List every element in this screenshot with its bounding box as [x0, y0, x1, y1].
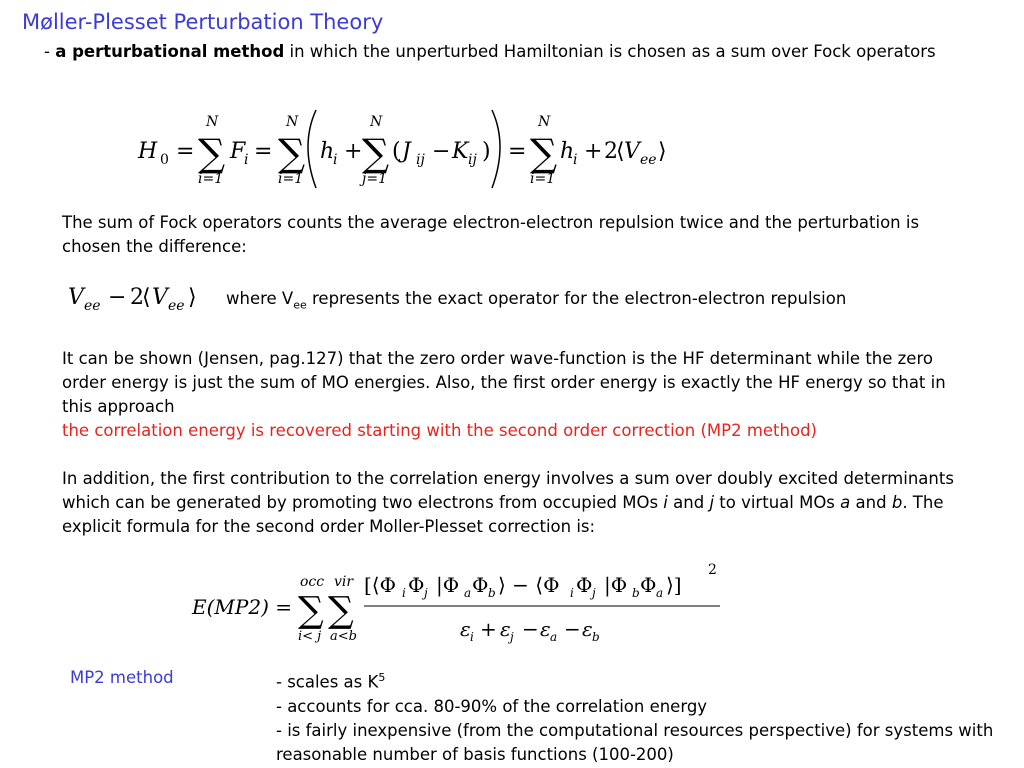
- svg-text:a: a: [656, 586, 664, 600]
- svg-text:0: 0: [160, 152, 169, 168]
- svg-text:[⟨Φ: [⟨Φ: [364, 573, 397, 597]
- svg-text:F: F: [230, 139, 246, 164]
- svg-text:vir: vir: [334, 574, 354, 590]
- mp2-highlight: the correlation energy is recovered starting with the second order correction (MP2 method): [62, 421, 817, 440]
- svg-text:N: N: [538, 114, 551, 130]
- svg-text:Φ: Φ: [640, 573, 657, 597]
- svg-text:i: i: [402, 586, 406, 600]
- svg-text:occ: occ: [300, 574, 325, 590]
- h0-equation: [130, 100, 690, 195]
- subtitle: - a perturbational method in which the unperturbed Hamiltonian is chosen as a sum over Fock operators: [44, 42, 936, 61]
- svg-text:|Φ: |Φ: [604, 573, 628, 597]
- svg-text:=: =: [508, 139, 527, 164]
- svg-text:⟩ − ⟨Φ: ⟩ − ⟨Φ: [498, 573, 560, 597]
- svg-text:⟩]: ⟩]: [666, 573, 682, 597]
- list-item: - scales as $K^5$: [276, 671, 386, 692]
- svg-text:ε: ε: [460, 617, 471, 641]
- vee-description: where $V_{ee}$ represents the exact operator for the electron-electron repulsion: [226, 289, 847, 312]
- mp2-equation: [188, 554, 728, 654]
- svg-text:+: +: [480, 617, 497, 641]
- svg-text:E(MP2) =: E(MP2) =: [192, 595, 292, 619]
- svg-text:i< j: i< j: [298, 629, 322, 644]
- svg-text:i=1: i=1: [278, 171, 304, 187]
- svg-text:∑: ∑: [298, 590, 324, 631]
- svg-text:ee: ee: [168, 298, 185, 314]
- svg-text:b: b: [488, 586, 496, 600]
- list-item: - accounts for cca. 80-90% of the correlation energy: [276, 696, 708, 716]
- svg-text:N: N: [286, 114, 299, 130]
- svg-text:a: a: [464, 586, 472, 600]
- svg-text:i: i: [470, 630, 474, 644]
- svg-text:N: N: [206, 114, 219, 130]
- svg-text:∑: ∑: [198, 131, 226, 175]
- svg-text:V: V: [624, 139, 640, 164]
- svg-text:⟨: ⟨: [616, 139, 625, 164]
- svg-text:ij: ij: [416, 152, 425, 168]
- svg-text:−: −: [564, 617, 581, 641]
- svg-text:i: i: [570, 586, 574, 600]
- svg-text:ε: ε: [500, 617, 511, 641]
- svg-text:i=1: i=1: [198, 171, 224, 187]
- svg-text:+: +: [584, 139, 603, 164]
- h0-symbol: H: [138, 139, 158, 164]
- svg-text:ij: ij: [468, 152, 477, 168]
- svg-text:∑: ∑: [278, 131, 306, 175]
- svg-text:J: J: [402, 139, 411, 164]
- svg-text:ε: ε: [582, 617, 593, 641]
- svg-text:=: =: [254, 139, 273, 164]
- svg-text:ee: ee: [84, 298, 101, 314]
- svg-text:−: −: [522, 617, 539, 641]
- svg-text:i: i: [573, 152, 578, 168]
- svg-text:|Φ: |Φ: [436, 573, 460, 597]
- svg-text:j: j: [592, 586, 596, 600]
- svg-text:j=1: j=1: [362, 171, 387, 187]
- svg-text:): ): [482, 139, 491, 164]
- paragraph-fock: The sum of Fock operators counts the average electron-electron repulsion twice and the perturbation is chosen the difference:: [62, 213, 920, 256]
- svg-text:i: i: [244, 152, 249, 168]
- svg-text:V: V: [68, 285, 84, 310]
- svg-text:=: =: [176, 139, 195, 164]
- svg-text:i=1: i=1: [530, 171, 556, 187]
- svg-text:j: j: [510, 630, 514, 644]
- paragraph-doubly-excited: In addition, the first contribution to the correlation energy involves a sum over doubly excited determinants which can be generated by promoting two electrons from occupied MOs i and j to virtual MOs a and b. The explicit formula for the second order Moller-Plesset correction is:: [62, 469, 954, 536]
- mp2-method-label: MP2 method: [70, 668, 174, 687]
- svg-text:b: b: [632, 586, 640, 600]
- svg-text:∑: ∑: [328, 590, 354, 631]
- svg-text:h: h: [320, 139, 335, 164]
- svg-text:⟩: ⟩: [188, 285, 197, 310]
- svg-text:V: V: [152, 285, 168, 310]
- svg-text:−: −: [108, 285, 127, 310]
- svg-text:−: −: [432, 139, 451, 164]
- svg-text:Φ: Φ: [576, 573, 593, 597]
- svg-text:Φ: Φ: [408, 573, 425, 597]
- paragraph-zero-order: It can be shown (Jensen, pag.127) that the zero order wave-function is the HF determinant while the zero order energy is just the sum of MO energies. Also, the first order energy is exactly the HF energy so that in this approach the correlation energy is recovered starting with the second order correction (MP2 method): [62, 347, 962, 443]
- svg-text:2: 2: [708, 562, 717, 578]
- svg-text:Φ: Φ: [472, 573, 489, 597]
- svg-text:i: i: [333, 152, 338, 168]
- mp2-properties-list: [276, 666, 1016, 767]
- svg-text:a: a: [550, 630, 558, 644]
- svg-text:K: K: [452, 139, 469, 164]
- svg-text:∑: ∑: [530, 131, 558, 175]
- svg-text:j: j: [424, 586, 428, 600]
- svg-text:+: +: [344, 139, 363, 164]
- svg-text:⟩: ⟩: [658, 139, 667, 164]
- svg-text:ee: ee: [640, 152, 657, 168]
- svg-text:h: h: [560, 139, 575, 164]
- svg-text:ε: ε: [540, 617, 551, 641]
- svg-text:2: 2: [130, 285, 144, 310]
- list-item: - is fairly inexpensive (from the computational resources perspective) for systems with reasonable number of basis functions (100-200): [276, 720, 994, 764]
- svg-text:∑: ∑: [362, 131, 390, 175]
- svg-text:N: N: [370, 114, 383, 130]
- svg-text:b: b: [592, 630, 600, 644]
- svg-text:2: 2: [604, 139, 618, 164]
- svg-text:(: (: [392, 139, 401, 164]
- slide-title: Møller-Plesset Perturbation Theory: [22, 10, 384, 34]
- svg-text:a<b: a<b: [330, 629, 357, 644]
- vee-equation: [62, 278, 222, 318]
- svg-text:⟨: ⟨: [142, 285, 151, 310]
